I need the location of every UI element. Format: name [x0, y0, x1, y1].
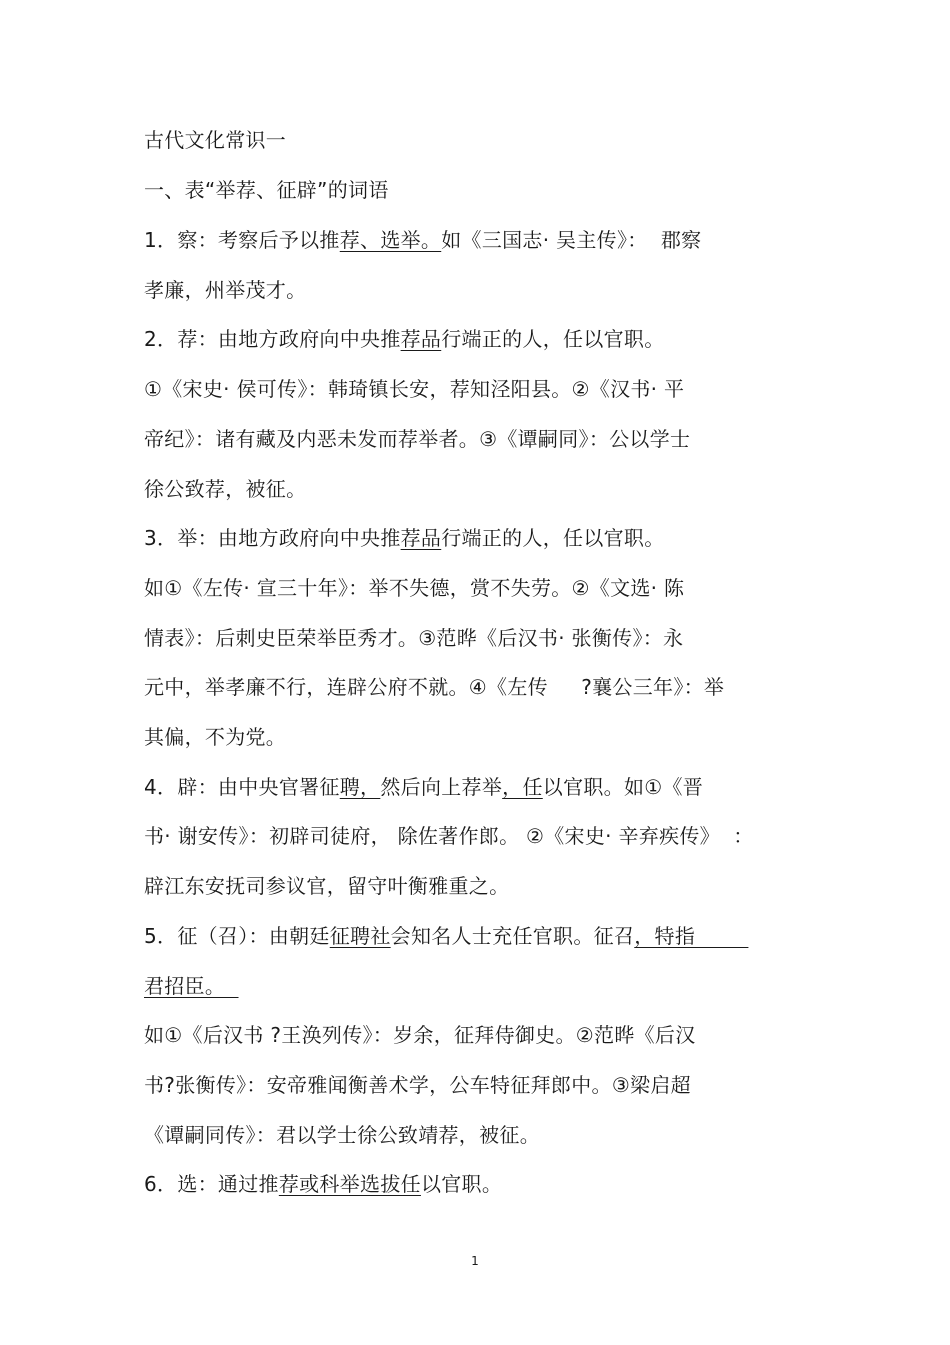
text-segment: 3．举：由地方政府向中央推 — [144, 526, 401, 550]
text-segment: 2．荐：由地方政府向中央推 — [144, 327, 401, 351]
text-line — [144, 277, 306, 303]
text-line — [144, 326, 665, 352]
underlined-text: 征聘社 — [329, 924, 391, 948]
text-segment: 如①《左传· 宣三十年》：举不失德，赏不失劳。②《文选· 陈 — [144, 576, 685, 600]
text-segment: 孝廉，州举茂才。 — [144, 278, 307, 302]
text-line — [144, 476, 306, 502]
underlined-text: ，任 — [502, 775, 543, 799]
text-segment: 《谭嗣同传》：君以学士徐公致靖荐，被征。 — [144, 1123, 540, 1147]
section-heading: 一、表“举荐、征辟”的词语 — [144, 178, 389, 202]
text-segment: 如①《后汉书 ?王涣列传》：岁余，征拜侍御史。②范晔《后汉 — [144, 1023, 696, 1047]
text-segment: 行端正的人，任以官职。 — [441, 526, 665, 550]
text-segment: 会知名人士充任官职。征召 — [390, 924, 635, 948]
text-line — [144, 823, 754, 849]
text-line — [144, 1022, 696, 1048]
text-line — [144, 376, 684, 402]
underlined-text: ，特指 — [634, 924, 749, 948]
text-line — [144, 426, 690, 452]
text-segment: 如《三国志· 吴主传》： 郡察 — [441, 228, 702, 252]
document-title: 古代文化常识一 — [144, 128, 287, 152]
text-segment: 书?张衡传》：安帝雅闻衡善术学，公车特征拜郎中。③梁启超 — [144, 1073, 691, 1097]
text-line — [144, 1122, 540, 1148]
text-line — [144, 575, 684, 601]
text-segment: 行端正的人，任以官职。 — [441, 327, 665, 351]
underlined-text: 荐或科举选拔任 — [278, 1172, 421, 1196]
text-line — [144, 227, 701, 253]
text-line — [144, 873, 509, 899]
text-segment: 元中，举孝廉不行，连辟公府不就。④《左传 ?襄公三年》：举 — [144, 675, 725, 699]
text-segment: 徐公致荐，被征。 — [144, 477, 307, 501]
underlined-text: 君招臣。 — [144, 974, 239, 998]
text-segment: 帝纪》：诸有藏及内恶未发而荐举者。③《谭嗣同》：公以学士 — [144, 427, 691, 451]
text-line — [144, 1171, 502, 1197]
text-line — [144, 973, 239, 999]
text-segment: 辟江东安抚司参议官，留守叶衡雅重之。 — [144, 874, 510, 898]
text-segment: 以官职。 — [420, 1172, 503, 1196]
text-segment: 1．察：考察后予以推 — [144, 228, 340, 252]
underlined-text: 聘， — [339, 775, 381, 799]
underlined-text: 荐品 — [400, 526, 442, 550]
underlined-text: 荐、选举。 — [339, 228, 442, 252]
page-number: 1 — [471, 1254, 479, 1268]
text-segment: 5．征（召）：由朝廷 — [144, 924, 330, 948]
text-segment: 其偏，不为党。 — [144, 725, 287, 749]
text-line — [144, 1072, 691, 1098]
text-segment: ①《宋史· 侯可传》：韩琦镇长安，荐知泾阳县。②《汉书· 平 — [144, 377, 685, 401]
text-line — [144, 923, 748, 949]
text-segment: 然后向上荐举 — [380, 775, 503, 799]
text-line — [144, 674, 724, 700]
text-segment: 6．选：通过推 — [144, 1172, 279, 1196]
text-line — [144, 625, 683, 651]
text-segment: 情表》：后刺史臣荣举臣秀才。③范晔《后汉书· 张衡传》：永 — [144, 626, 684, 650]
underlined-text: 荐品 — [400, 327, 442, 351]
text-line — [144, 774, 703, 800]
text-line — [144, 525, 665, 551]
text-segment: 书· 谢安传》：初辟司徒府， 除佐著作郎。 ②《宋史· 辛弃疾传》 ： — [144, 824, 754, 848]
text-line — [144, 724, 286, 750]
text-segment: 以官职。如①《晋 — [542, 775, 704, 799]
text-segment: 4．辟：由中央官署征 — [144, 775, 340, 799]
